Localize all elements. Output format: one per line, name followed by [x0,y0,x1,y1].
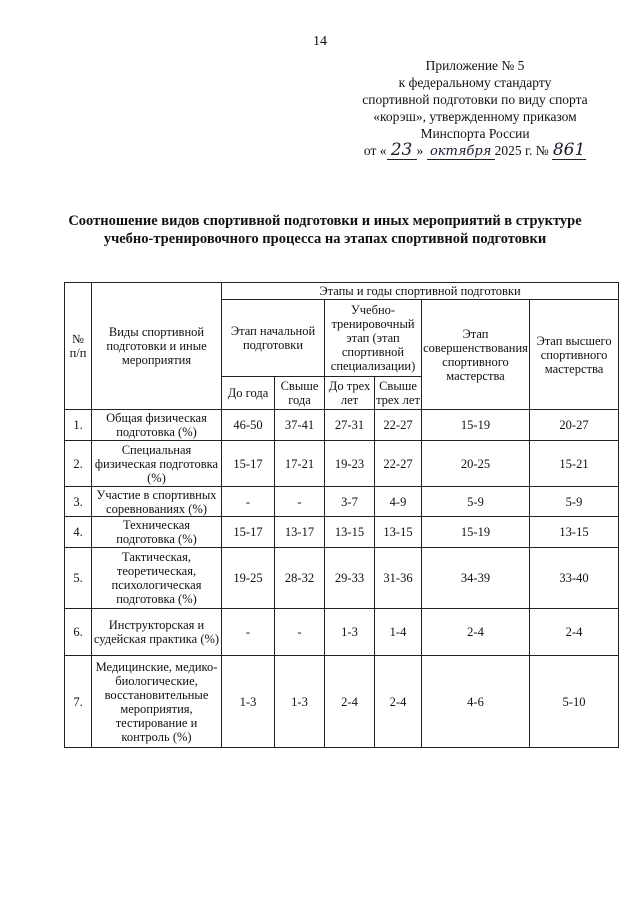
document-title [40,212,610,248]
table-row [65,517,619,548]
cell-improvement: 2-4 [422,609,530,656]
header-over-year: Свыше года [275,377,325,410]
cell-improvement: 5-9 [422,487,530,517]
cell-up-to-three: 19-23 [325,441,375,487]
row-num: 1. [65,410,92,441]
cell-over-year: 13-17 [275,517,325,548]
appendix-line-1: Приложение № 5 [425,58,525,73]
cell-up-to-year: 1-3 [222,656,275,748]
cell-highest: 20-27 [530,410,619,441]
header-up-to-year: До года [222,377,275,410]
cell-highest: 13-15 [530,517,619,548]
cell-up-to-three: 1-3 [325,609,375,656]
date-prefix: от « [363,143,387,158]
cell-up-to-three: 27-31 [325,410,375,441]
cell-up-to-year: 15-17 [222,441,275,487]
row-activity: Инструкторская и судейская практика (%) [92,609,222,656]
cell-highest: 15-21 [530,441,619,487]
cell-improvement: 4-6 [422,656,530,748]
row-num: 5. [65,548,92,609]
appendix-date-line [330,142,620,160]
appendix-line-3: спортивной подготовки по виду спорта [362,92,588,107]
table-row [65,487,619,517]
row-activity: Специальная физическая подготовка (%) [92,441,222,487]
cell-highest: 5-10 [530,656,619,748]
cell-over-three: 31-36 [375,548,422,609]
cell-up-to-year: 15-17 [222,517,275,548]
row-num: 6. [65,609,92,656]
cell-up-to-three: 2-4 [325,656,375,748]
cell-up-to-three: 29-33 [325,548,375,609]
appendix-line-4: «корэш», утвержденному приказом [373,109,577,124]
order-number: 861 [552,140,586,160]
header-initial-stage: Этап начальной подготовки [222,300,325,377]
header-stages: Этапы и годы спортивной подготовки [222,283,619,300]
row-activity: Общая физическая подготовка (%) [92,410,222,441]
cell-over-three: 22-27 [375,441,422,487]
cell-over-year: 37-41 [275,410,325,441]
cell-up-to-three: 3-7 [325,487,375,517]
cell-over-year: 17-21 [275,441,325,487]
cell-highest: 33-40 [530,548,619,609]
row-activity: Медицинские, медико-биологические, восстановительные мероприятия, тестирование и контроль (%) [92,656,222,748]
date-year: 2025 г. № [494,143,549,158]
cell-over-three: 4-9 [375,487,422,517]
title-line-2: учебно-тренировочного процесса на этапах спортивной подготовки [103,231,547,247]
cell-over-year: - [275,609,325,656]
date-mid: » [416,143,424,158]
cell-improvement: 15-19 [422,410,530,441]
cell-over-year: - [275,487,325,517]
row-num: 4. [65,517,92,548]
row-num: 2. [65,441,92,487]
date-month: октября [429,144,492,159]
cell-up-to-three: 13-15 [325,517,375,548]
cell-improvement: 15-19 [422,517,530,548]
cell-up-to-year: 46-50 [222,410,275,441]
table-row [65,609,619,656]
table-row [65,441,619,487]
cell-up-to-year: - [222,609,275,656]
cell-over-three: 22-27 [375,410,422,441]
cell-over-year: 1-3 [275,656,325,748]
cell-up-to-year: - [222,487,275,517]
cell-highest: 2-4 [530,609,619,656]
header-types: Виды спортивной подготовки и иные мероприятия [92,283,222,410]
row-activity: Тактическая, теоретическая, психологическая подготовка (%) [92,548,222,609]
header-num: № п/п [65,283,92,410]
table-row [65,548,619,609]
table-row [65,656,619,748]
page-number: 14 [313,34,327,49]
appendix-line-5: Минспорта России [420,126,530,141]
date-day: 23 [390,140,413,160]
cell-over-year: 28-32 [275,548,325,609]
header-training-stage: Учебно-тренировочный этап (этап спортивной специализации) [325,300,422,377]
table-row [65,410,619,441]
row-activity: Участие в спортивных соревнованиях (%) [92,487,222,517]
cell-improvement: 20-25 [422,441,530,487]
header-over-three: Свыше трех лет [375,377,422,410]
appendix-header [330,57,620,160]
row-num: 7. [65,656,92,748]
header-improvement-stage: Этап совершенствования спортивного мастерства [422,300,530,410]
sport-training-table [64,282,619,748]
header-up-to-three: До трех лет [325,377,375,410]
cell-improvement: 34-39 [422,548,530,609]
row-activity: Техническая подготовка (%) [92,517,222,548]
cell-over-three: 2-4 [375,656,422,748]
title-line-1: Соотношение видов спортивной подготовки и иных мероприятий в структуре [68,213,582,229]
header-highest-stage: Этап высшего спортивного мастерства [530,300,619,410]
cell-over-three: 1-4 [375,609,422,656]
appendix-line-2: к федеральному стандарту [398,75,552,90]
row-num: 3. [65,487,92,517]
cell-highest: 5-9 [530,487,619,517]
cell-over-three: 13-15 [375,517,422,548]
cell-up-to-year: 19-25 [222,548,275,609]
